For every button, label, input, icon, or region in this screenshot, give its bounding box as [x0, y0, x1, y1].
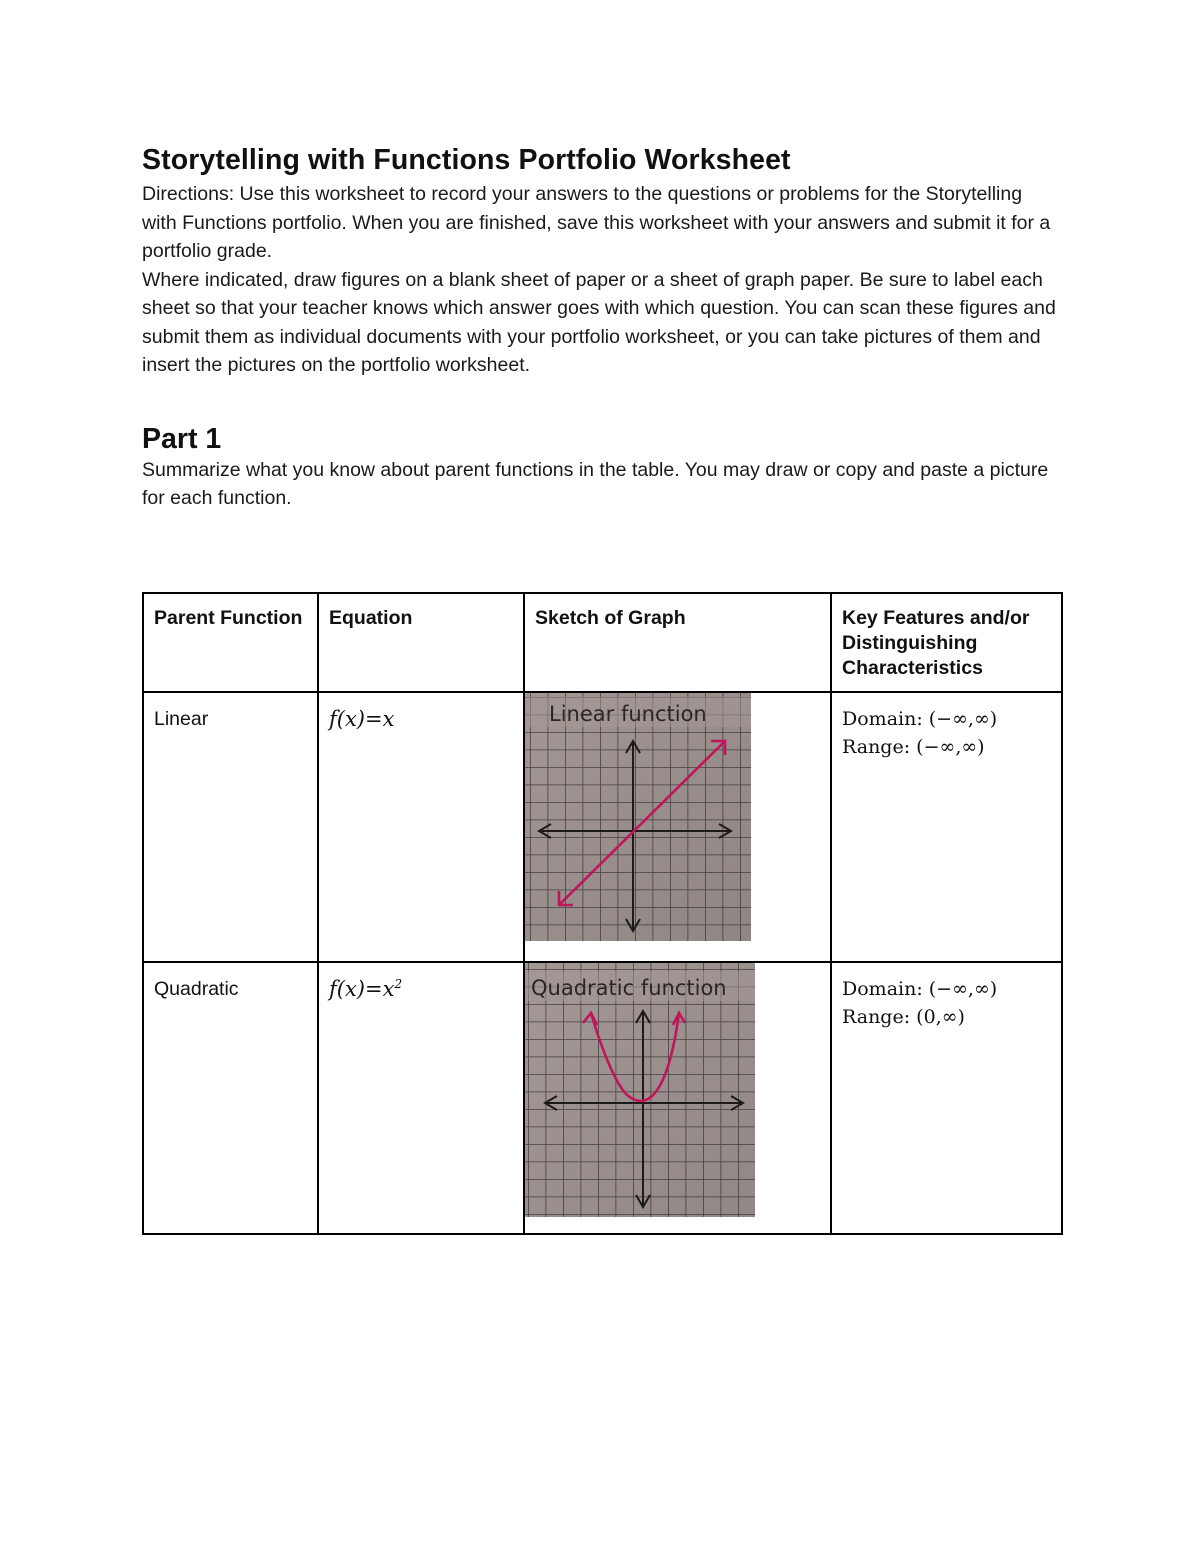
part-1-heading: Part 1	[142, 422, 222, 455]
range-text: Range: (−∞,∞)	[842, 736, 985, 758]
domain-text: Domain: (−∞,∞)	[842, 708, 998, 730]
page-title: Storytelling with Functions Portfolio Worksheet	[142, 144, 791, 176]
header-equation: Equation	[318, 593, 524, 692]
key-features	[832, 693, 1061, 773]
parent-functions-table	[142, 592, 1063, 1235]
linear-function-sketch	[525, 693, 751, 941]
table-row	[143, 692, 1062, 962]
header-sketch: Sketch of Graph	[524, 593, 831, 692]
header-parent-function: Parent Function	[143, 593, 318, 692]
range-text: Range: (0,∞)	[842, 1006, 965, 1028]
domain-text: Domain: (−∞,∞)	[842, 978, 998, 1000]
sketch-label: Linear function	[549, 702, 707, 726]
equation: f(x)=x	[329, 707, 395, 731]
table-header-row	[143, 593, 1062, 692]
function-name: Linear	[154, 708, 209, 730]
directions-paragraph: Directions: Use this worksheet to record your answers to the questions or problems for the Storytelling with Functions portfolio. When you are finished, save this worksheet with your answers and submit it for a portfolio grade.	[142, 183, 1051, 262]
part-1-summary: Summarize what you know about parent functions in the table. You may draw or copy and paste a picture for each function.	[142, 458, 1049, 509]
function-name: Quadratic	[154, 978, 239, 1000]
table-row	[143, 962, 1062, 1234]
key-features	[832, 963, 1061, 1043]
sketch-label: Quadratic function	[531, 976, 727, 1000]
quadratic-function-sketch	[525, 963, 755, 1217]
where-indicated-paragraph: Where indicated, draw figures on a blank sheet of paper or a sheet of graph paper. Be sure to label each sheet so that your teacher knows which answer goes with which question. You can scan these figures and submit them as individual documents with your portfolio worksheet, or you can take pictures of them and insert the pictures on the portfolio worksheet.	[142, 268, 1056, 376]
header-key-features: Key Features and/or Distinguishing Characteristics	[831, 593, 1062, 692]
equation: $f(x)=x^2$	[329, 977, 403, 1001]
worksheet-page	[142, 140, 1062, 1028]
